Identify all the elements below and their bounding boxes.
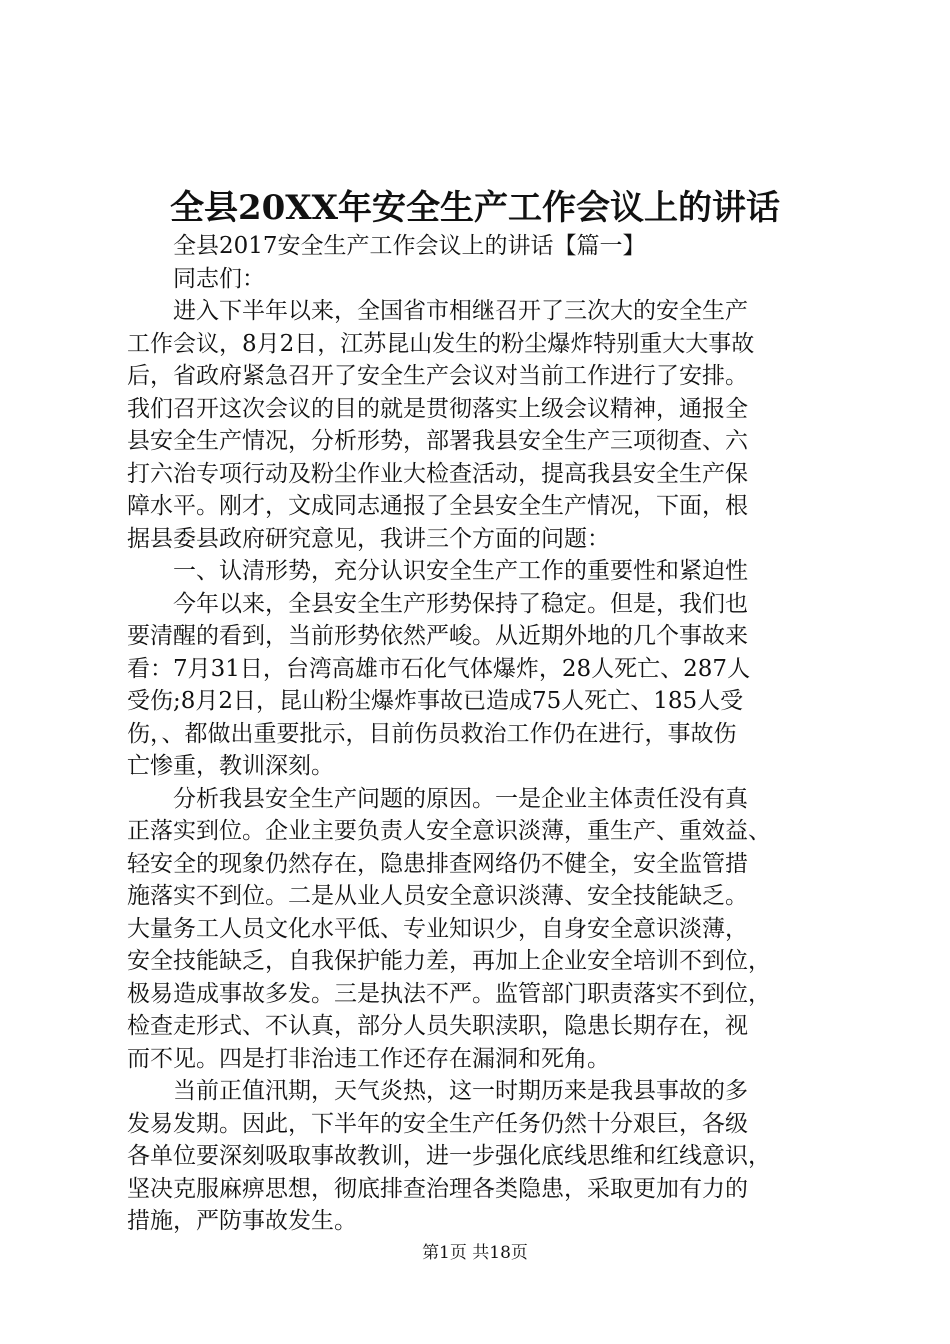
paragraph-line: 进入下半年以来，全国省市相继召开了三次大的安全生产: [173, 298, 748, 324]
paragraph-line: 一、认清形势，充分认识安全生产工作的重要性和紧迫性: [173, 558, 748, 584]
paragraph-line: 同志们：: [173, 265, 265, 292]
paragraph-line: 而不见。四是打非治违工作还存在漏洞和死角。: [127, 1045, 610, 1072]
paragraph-line: 各单位要深刻吸取事故教训，进一步强化底线思维和红线意识，: [127, 1143, 771, 1169]
paragraph-line: 轻安全的现象仍然存在，隐患排查网络仍不健全，安全监管措: [127, 850, 748, 877]
paragraph-line: 安全技能缺乏，自我保护能力差，再加上企业安全培训不到位，: [127, 948, 771, 974]
paragraph-line: 当前正值汛期，天气炎热，这一时期历来是我县事故的多: [173, 1078, 748, 1104]
paragraph-line: 发易发期。因此，下半年的安全生产任务仍然十分艰巨，各级: [127, 1110, 748, 1137]
paragraph-line: 亡惨重，教训深刻。: [127, 753, 334, 779]
paragraph-line: 坚决克服麻痹思想，彻底排查治理各类隐患，采取更加有力的: [127, 1175, 748, 1202]
paragraph-line: 检查走形式、不认真，部分人员失职渎职，隐患长期存在，视: [127, 1013, 748, 1039]
paragraph-line: 据县委县政府研究意见，我讲三个方面的问题：: [127, 525, 610, 552]
paragraph-line: 施落实不到位。二是从业人员安全意识淡薄、安全技能缺乏。: [127, 883, 748, 909]
paragraph-line: 障水平。刚才，文成同志通报了全县安全生产情况，下面，根: [127, 493, 748, 519]
paragraph-line: 工作会议，8月2日，江苏昆山发生的粉尘爆炸特别重大大事故: [127, 330, 755, 357]
page-footer: 第1页 共18页: [422, 1243, 528, 1263]
paragraph-line: 大量务工人员文化水平低、专业知识少，自身安全意识淡薄，: [127, 915, 748, 942]
paragraph-line: 今年以来，全县安全生产形势保持了稳定。但是，我们也: [173, 590, 748, 617]
paragraph-line: 要清醒的看到，当前形势依然严峻。从近期外地的几个事故来: [127, 623, 748, 649]
paragraph-line: 全县2017安全生产工作会议上的讲话【篇一】: [173, 233, 646, 259]
paragraph-line: 分析我县安全生产问题的原因。一是企业主体责任没有真: [173, 785, 748, 812]
paragraph-line: 措施，严防事故发生。: [127, 1208, 357, 1234]
paragraph-line: 我们召开这次会议的目的就是贯彻落实上级会议精神，通报全: [127, 395, 748, 422]
paragraph-line: 极易造成事故多发。三是执法不严。监管部门职责落实不到位，: [127, 980, 771, 1007]
paragraph-line: 打六治专项行动及粉尘作业大检查活动，提高我县安全生产保: [127, 460, 748, 487]
document-title: 全县20XX年安全生产工作会议上的讲话: [169, 188, 781, 228]
paragraph-line: 县安全生产情况，分析形势，部署我县安全生产三项彻查、六: [127, 428, 748, 454]
paragraph-line: 看：7月31日，台湾高雄市石化气体爆炸，28人死亡、287人: [127, 655, 751, 682]
paragraph-line: 受伤;8月2日，昆山粉尘爆炸事故已造成75人死亡、185人受: [127, 688, 744, 714]
paragraph-line: 伤，、都做出重要批示，目前伤员救治工作仍在进行，事故伤: [127, 720, 737, 747]
paragraph-line: 正落实到位。企业主要负责人安全意识淡薄，重生产、重效益、: [127, 818, 771, 844]
paragraph-line: 后，省政府紧急召开了安全生产会议对当前工作进行了安排。: [127, 363, 748, 389]
document-body: [127, 230, 827, 1238]
